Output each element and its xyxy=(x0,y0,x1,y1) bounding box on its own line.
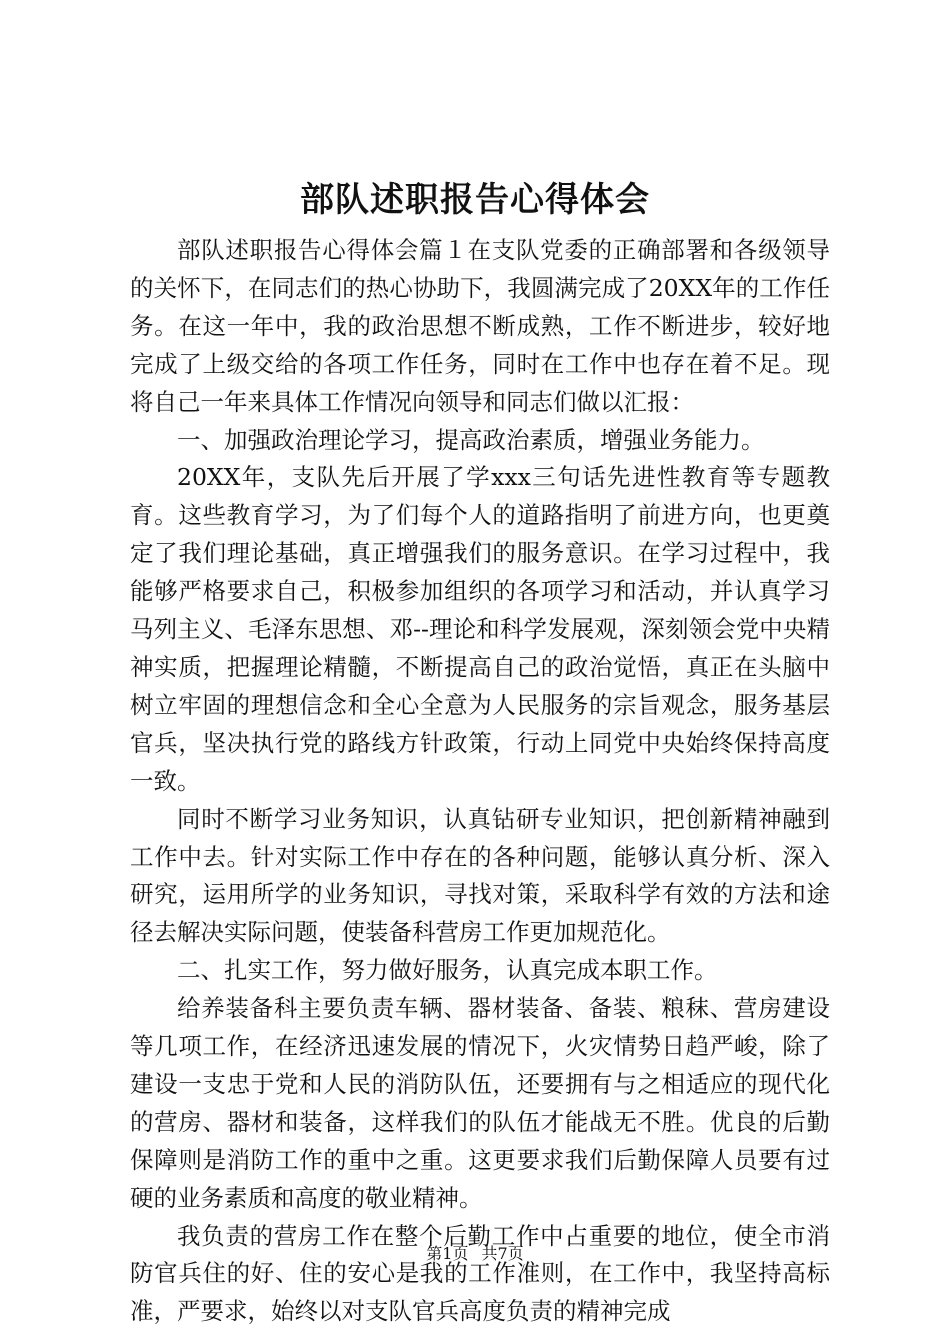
page-number: 第1页 xyxy=(426,1244,469,1263)
paragraph-barracks: 我负责的营房工作在整个后勤工作中占重要的地位，使全市消防官兵住的好、住的安心是我的工作准则，在工作中，我坚持高标准，严要求，始终以对支队官兵高度负责的精神完成 xyxy=(130,1221,830,1326)
paragraph-logistics: 给养装备科主要负责车辆、器材装备、备装、粮秣、营房建设等几项工作，在经济迅速发展的情况下，火灾情势日趋严峻，除了建设一支忠于党和人民的消防队伍，还要拥有与之相适应的现代化的营房、器材和装备，这样我们的队伍才能战无不胜。优良的后勤保障则是消防工作的重中之重。这更要求我们后勤保障人员要有过硬的业务素质和高度的敬业精神。 xyxy=(130,994,830,1212)
page-footer xyxy=(0,1244,950,1263)
paragraph-intro: 部队述职报告心得体会篇１在支队党委的正确部署和各级领导的关怀下，在同志们的热心协助下，我圆满完成了20XX年的工作任务。在这一年中，我的政治思想不断成熟，工作不断进步，较好地完成了上级交给的各项工作任务，同时在工作中也存在着不足。现将自己一年来具体工作情况向领导和同志们做以汇报： xyxy=(130,236,830,416)
section-heading-1: 一、加强政治理论学习，提高政治素质，增强业务能力。 xyxy=(177,425,765,454)
page-total: 共7页 xyxy=(481,1244,524,1263)
paragraph-business: 同时不断学习业务知识，认真钻研专业知识，把创新精神融到工作中去。针对实际工作中存在的各种问题，能够认真分析、深入研究，运用所学的业务知识，寻找对策，采取科学有效的方法和途径去解决实际问题，使装备科营房工作更加规范化。 xyxy=(130,804,830,947)
document-title: 部队述职报告心得体会 xyxy=(300,180,650,220)
section-heading-2: 二、扎实工作，努力做好服务，认真完成本职工作。 xyxy=(177,956,718,985)
paragraph-study: 20XX年，支队先后开展了学xxx三句话先进性教育等专题教育。这些教育学习，为了们每个人的道路指明了前进方向，也更奠定了我们理论基础，真正增强我们的服务意识。在学习过程中，我能够严格要求自己，积极参加组织的各项学习和活动，并认真学习马列主义、毛泽东思想、邓--理论和科学发展观，深刻领会党中央精神实质，把握理论精髓，不断提高自己的政治觉悟，真正在头脑中树立牢固的理想信念和全心全意为人民服务的宗旨观念，服务基层官兵，坚决执行党的路线方针政策，行动上同党中央始终保持高度一致。 xyxy=(130,463,830,795)
document-body xyxy=(130,232,830,1331)
